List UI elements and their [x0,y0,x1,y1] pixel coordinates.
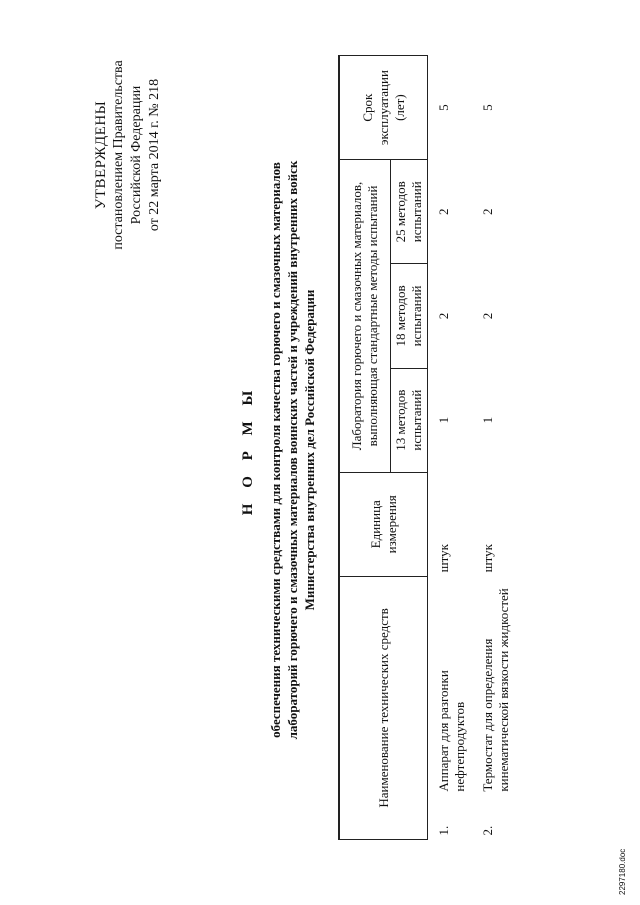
title-line: Министерства внутренних дел Российской Федерации [302,289,317,611]
approval-line: Российской Федерации [129,85,144,225]
header-lab-group: Лаборатория горючего и смазочных материалов, выполняющая стандартные методы испытаний [339,160,391,472]
document-title [240,85,318,815]
table-row [472,56,516,840]
row-13-methods: 1 [436,416,451,424]
approval-line: постановлением Правительства [111,60,126,250]
approval-stamp [92,45,164,265]
header-18-methods: 18 методов испытаний [391,264,428,368]
row-number: 2. [480,825,495,836]
row-service-life: 5 [436,104,451,111]
row-13-methods: 1 [480,416,495,424]
approval-title: УТВЕРЖДЕНЫ [93,100,109,210]
header-service-life: Срок эксплуатации (лет) [339,56,428,160]
row-18-methods: 2 [436,312,451,320]
document-file-id: 2297180.doc [618,848,627,895]
title-line: обеспечения техническими средствами для контроля качества горючего и смазочных материалов [268,162,283,738]
header-13-methods: 13 методов испытаний [391,368,428,472]
row-number: 1. [436,825,451,836]
title-heading: Н О Р М Ы [240,384,256,516]
row-name: Термостат для определения кинематической вязкости жидкостей [480,588,511,792]
table-row [428,56,473,840]
row-25-methods: 2 [480,208,495,216]
approval-date: от 22 марта 2014 г. № 218 [147,78,162,232]
row-25-methods: 2 [436,208,451,216]
header-unit: Единица измерения [339,472,428,576]
row-unit: штук [436,544,451,573]
header-25-methods: 25 методов испытаний [391,160,428,264]
title-line: лабораторий горючего и смазочных материалов воинских частей и учреждений внутренних войск [285,160,300,740]
header-name: Наименование технических средств [339,576,428,839]
row-18-methods: 2 [480,312,495,320]
row-name: Аппарат для разгонки нефтепродуктов [436,670,467,792]
row-service-life: 5 [480,104,495,111]
row-unit: штук [480,544,495,573]
norms-table [338,55,516,840]
